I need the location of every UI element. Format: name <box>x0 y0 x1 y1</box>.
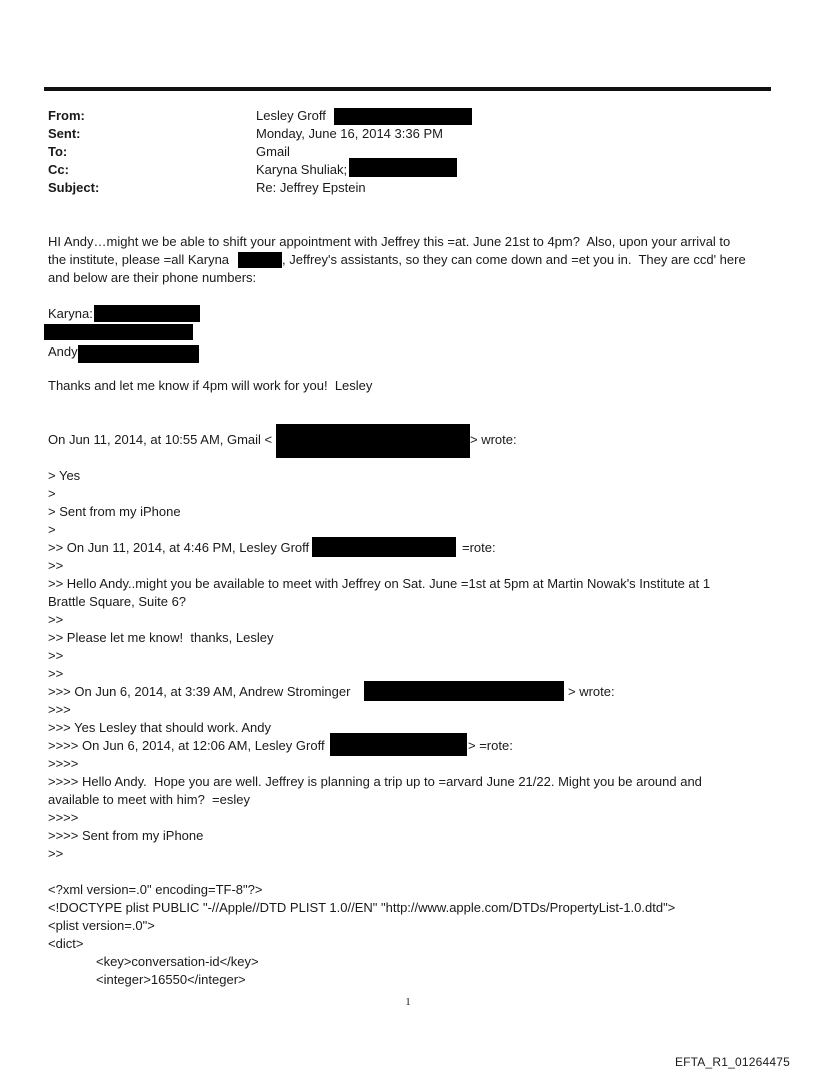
cc-label: Cc: <box>48 162 69 177</box>
redaction-box <box>364 681 564 701</box>
xml-line: <?xml version=.0" encoding=TF-8"?> <box>48 882 263 897</box>
quoted-line: > <box>48 522 56 537</box>
quoted-line: On Jun 11, 2014, at 10:55 AM, Gmail < <box>48 432 273 447</box>
redaction-box <box>78 345 199 363</box>
quoted-line: available to meet with him? =esley <box>48 792 250 807</box>
to-value: Gmail <box>256 144 290 159</box>
quoted-line: > Yes <box>48 468 81 483</box>
header-rule <box>44 87 771 91</box>
redaction-box <box>334 108 472 125</box>
message-line: , Jeffrey's assistants, so they can come down and =et you in. They are ccd' here <box>282 252 746 267</box>
message-line: the institute, please =all Karyna <box>48 252 230 267</box>
page-number: 1 <box>405 996 411 1008</box>
quoted-line: >> <box>48 558 64 573</box>
message-line: and below are their phone numbers: <box>48 270 257 285</box>
xml-line: <plist version=.0"> <box>48 918 155 933</box>
quoted-line: =rote: <box>462 540 496 555</box>
message-line: HI Andy…might we be able to shift your appointment with Jeffrey this =at. June 21st to 4pm? Also, upon your arrival to <box>48 234 731 249</box>
from-label: From: <box>48 108 85 123</box>
quoted-line: >> <box>48 666 64 681</box>
quoted-line: > wrote: <box>568 684 615 699</box>
message-line: Thanks and let me know if 4pm will work for you! Lesley <box>48 378 373 393</box>
quoted-line: >>>> Hello Andy. Hope you are well. Jeffrey is planning a trip up to =arvard June 21/22. Might you be around and <box>48 774 702 789</box>
xml-line: <integer>16550</integer> <box>96 972 246 987</box>
quoted-line: >> <box>48 612 64 627</box>
xml-line: <key>conversation-id</key> <box>96 954 259 969</box>
sent-value: Monday, June 16, 2014 3:36 PM <box>256 126 443 141</box>
quoted-line: >> Hello Andy..might you be available to meet with Jeffrey on Sat. June =1st at 5pm at Martin Nowak's Institute at 1 <box>48 576 711 591</box>
karyna-label: Karyna: <box>48 306 93 321</box>
xml-line: <dict> <box>48 936 84 951</box>
subject-label: Subject: <box>48 180 100 195</box>
redaction-box <box>94 305 200 322</box>
subject-value: Re: Jeffrey Epstein <box>256 180 366 195</box>
quoted-line: >> Please let me know! thanks, Lesley <box>48 630 274 645</box>
quoted-line: Brattle Square, Suite 6? <box>48 594 187 609</box>
quoted-line: >>>> <box>48 756 79 771</box>
xml-line: <!DOCTYPE plist PUBLIC "-//Apple//DTD PLIST 1.0//EN" "http://www.apple.com/DTDs/PropertyList-1.0.dtd"> <box>48 900 676 915</box>
quoted-line: > =rote: <box>468 738 513 753</box>
quoted-line: >> On Jun 11, 2014, at 4:46 PM, Lesley Groff <box>48 540 310 555</box>
quoted-line: >>>> <box>48 810 79 825</box>
redaction-box <box>44 324 193 340</box>
quoted-line: >>> On Jun 6, 2014, at 3:39 AM, Andrew Strominger <box>48 684 351 699</box>
redaction-box <box>238 252 282 268</box>
redaction-box <box>349 158 457 177</box>
quoted-line: >>>> Sent from my iPhone <box>48 828 204 843</box>
bates-number: EFTA_R1_01264475 <box>674 1055 790 1069</box>
redaction-box <box>312 537 456 557</box>
quoted-line: >> <box>48 846 64 861</box>
from-value: Lesley Groff <box>256 108 326 123</box>
cc-value: Karyna Shuliak; <box>256 162 348 177</box>
quoted-line: >>> <box>48 702 71 717</box>
redaction-box <box>330 733 467 756</box>
quoted-line: >>>> On Jun 6, 2014, at 12:06 AM, Lesley Groff <box>48 738 325 753</box>
to-label: To: <box>48 144 68 159</box>
andy-label: Andy <box>48 344 78 359</box>
quoted-line: > wrote: <box>470 432 517 447</box>
quoted-line: > <box>48 486 56 501</box>
quoted-line: > Sent from my iPhone <box>48 504 181 519</box>
sent-label: Sent: <box>48 126 81 141</box>
redaction-box <box>276 424 470 458</box>
quoted-line: >>> Yes Lesley that should work. Andy <box>48 720 271 735</box>
quoted-line: >> <box>48 648 64 663</box>
